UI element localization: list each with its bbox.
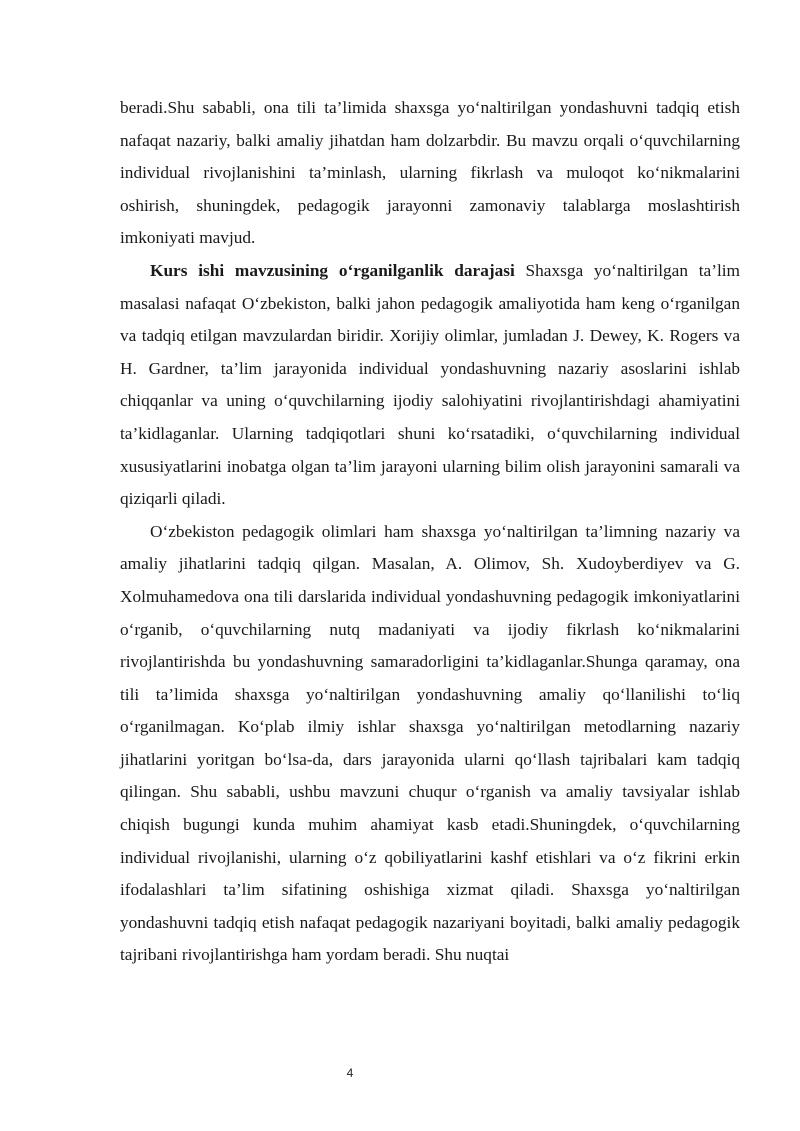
paragraph-1-text: beradi.Shu sababli, ona tili ta’limida shaxsga yo‘naltirilgan yondashuvni tadqiq etish nafaqat nazariy, balki amaliy jihatdan ham dolzarbdir. Bu mavzu orqali o‘quvchilarning individual rivojlanishini ta’minlash, ularning fikrlash va muloqot ko‘nikmalarini oshirish, shuningdek, pedagogik jarayonni zamonaviy talablarga moslashtirish imkoniyati mavjud. [120,98,740,248]
paragraph-2 [120,255,740,516]
paragraph-2-text: Shaxsga yo‘naltirilgan ta’lim masalasi nafaqat O‘zbekiston, balki jahon pedagogik amaliyotida ham keng o‘rganilgan va tadqiq etilgan mavzulardan biridir. Xorijiy olimlar, jumladan J. Dewey, K. Rogers va H. Gardner, ta’lim jarayonida individual yondashuvning nazariy asoslarini ishlab chiqqanlar va uning o‘quvchilarning ijodiy salohiyatini rivojlantirishdagi ahamiyatini ta’kidlaganlar. Ularning tadqiqotlari shuni ko‘rsatadiki, o‘quvchilarning individual xususiyatlarini inobatga olgan ta’lim jarayoni ularning bilim olish jarayonini samarali va qiziqarli qiladi. [120,260,741,509]
paragraph-1 [120,92,740,255]
page-number: 4 [346,1066,354,1080]
body-text [120,92,740,972]
paragraph-3 [120,516,740,972]
section-heading: Kurs ishi mavzusining o‘rganilganlik darajasi [150,260,515,280]
paragraph-3-text: O‘zbekiston pedagogik olimlari ham shaxsga yo‘naltirilgan ta’limning nazariy va amaliy jihatlarini tadqiq qilgan. Masalan, A. Olimov, Sh. Xudoyberdiyev va G. Xolmuhamedova ona tili darslarida individual yondashuvning pedagogik imkoniyatlarini o‘rganib, o‘quvchilarning nutq madaniyati va ijodiy fikrlash ko‘nikmalarini rivojlantirishda bu yondashuvning samaradorligini ta’kidlaganlar.Shunga qaramay, ona tili ta’limida shaxsga yo‘naltirilgan yondashuvning amaliy qo‘llanilishi to‘liq o‘rganilmagan. Ko‘plab ilmiy ishlar shaxsga yo‘naltirilgan metodlarning nazariy jihatlarini yoritgan bo‘lsa-da, dars jarayonida ularni qo‘llash tajribalari kam tadqiq qilingan. Shu sababli, ushbu mavzuni chuqur o‘rganish va amaliy tavsiyalar ishlab chiqish bugungi kunda muhim ahamiyat kasb etadi.Shuningdek, o‘quvchilarning individual rivojlanishi, ularning o‘z qobiliyatlarini kashf etishlari va o‘z fikrini erkin ifodalashlari ta’lim sifatining oshishiga xizmat qiladi. Shaxsga yo‘naltirilgan yondashuvni tadqiq etish nafaqat pedagogik nazariyani boyitadi, balki amaliy pedagogik tajribani rivojlantirishga ham yordam beradi. Shu nuqtai [120,521,740,965]
